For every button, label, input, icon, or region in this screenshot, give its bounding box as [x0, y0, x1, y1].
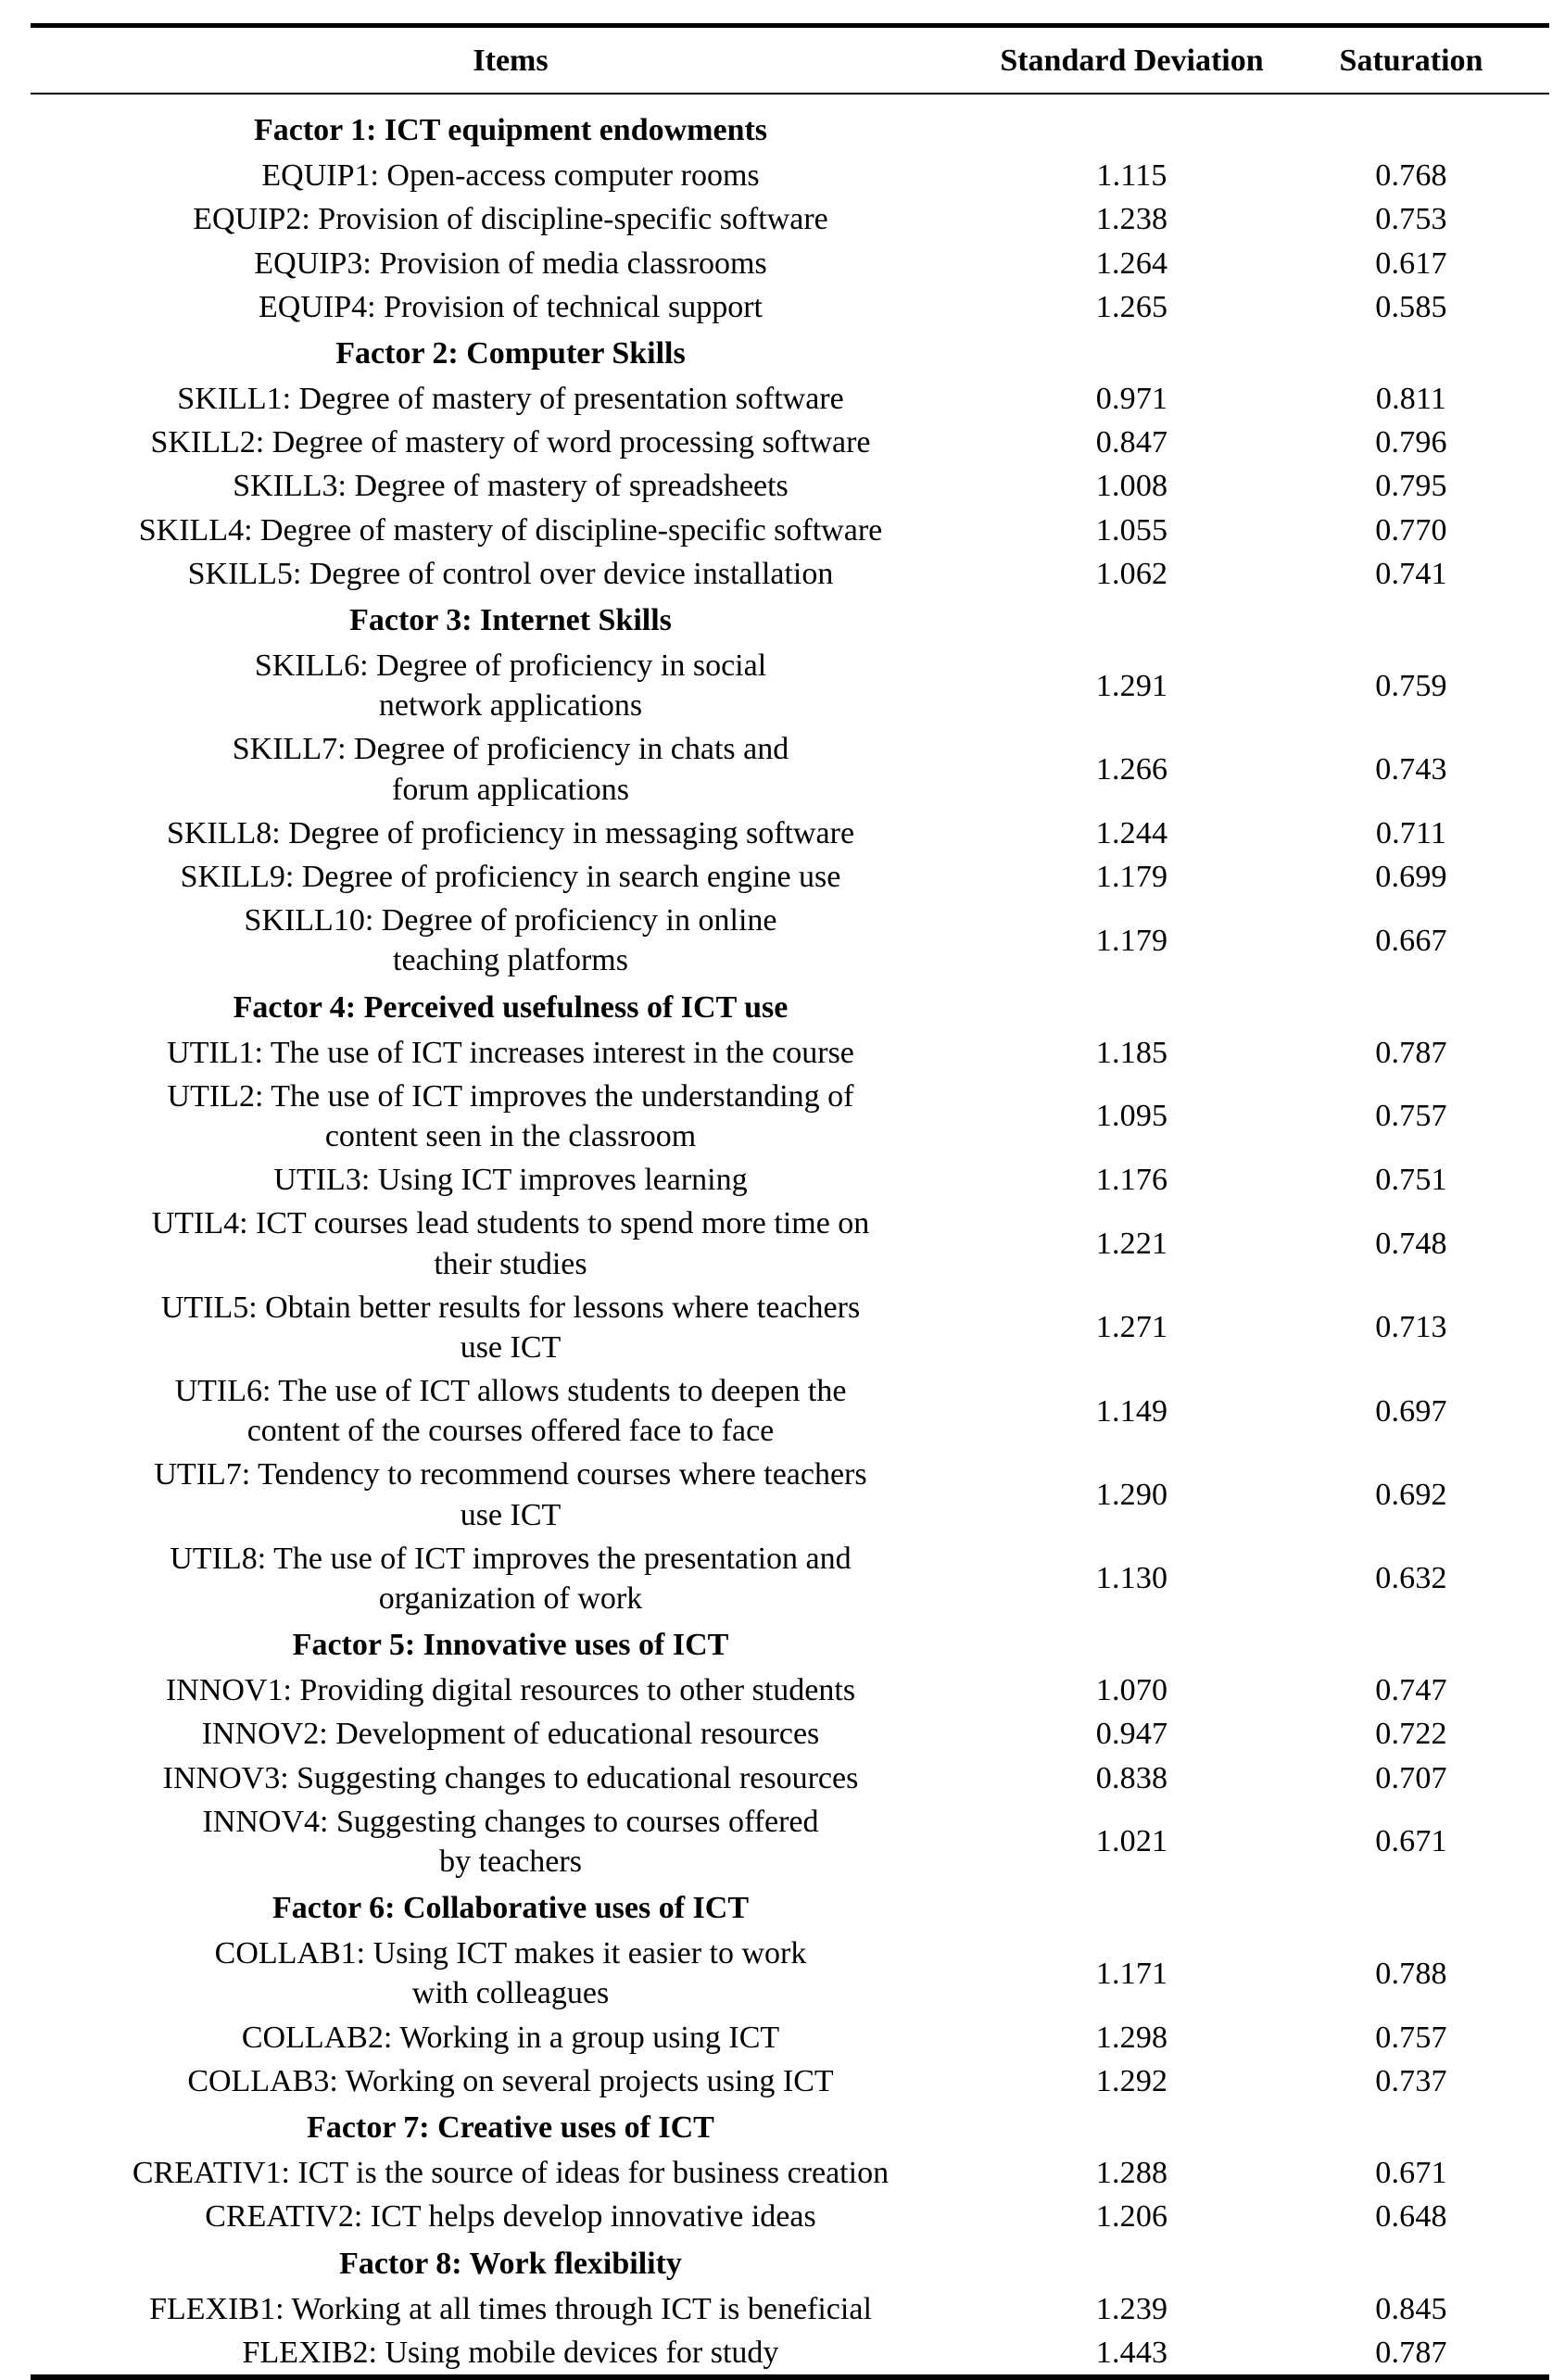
saturation-value: 0.747	[1375, 1673, 1447, 1708]
standard-deviation-value: 1.290	[1095, 1477, 1168, 1512]
item-label-line: COLLAB3: Working on several projects using ICT	[187, 2063, 834, 2098]
standard-deviation-value: 0.947	[1095, 1717, 1168, 1752]
saturation-value: 0.671	[1375, 1824, 1447, 1859]
factor-heading-saturation-blank	[1273, 2103, 1549, 2151]
saturation-value: 0.787	[1375, 1035, 1447, 1070]
saturation-value: 0.796	[1375, 425, 1447, 460]
item-label-cell	[31, 242, 991, 285]
saturation-value: 0.632	[1375, 1561, 1447, 1596]
factor-heading-saturation-blank	[1273, 1883, 1549, 1932]
standard-deviation-value: 1.179	[1095, 923, 1168, 958]
standard-deviation-value: 1.095	[1095, 1099, 1168, 1134]
factor-heading-row	[31, 596, 1549, 644]
factor-heading-sd-blank	[991, 596, 1273, 644]
factor-heading-label: Factor 1: ICT equipment endowments	[253, 113, 768, 148]
factor-heading-row	[31, 2239, 1549, 2287]
table-row	[31, 552, 1549, 596]
item-label-line: UTIL3: Using ICT improves learning	[273, 1163, 748, 1198]
saturation-value: 0.737	[1375, 2063, 1447, 2098]
item-label-line: FLEXIB2: Using mobile devices for study	[242, 2335, 779, 2370]
item-label-line: network applications	[378, 688, 643, 724]
standard-deviation-value: 1.238	[1095, 202, 1168, 237]
item-label-line: UTIL7: Tendency to recommend courses where teachers	[154, 1457, 867, 1492]
table-row	[31, 2287, 1549, 2331]
saturation-value: 0.711	[1375, 815, 1447, 850]
table-row	[31, 812, 1549, 855]
standard-deviation-value: 0.838	[1095, 1760, 1168, 1795]
table-row	[31, 1712, 1549, 1756]
factor-heading-saturation-blank	[1273, 329, 1549, 377]
factor-heading-saturation-blank	[1273, 1620, 1549, 1669]
factor-heading-row	[31, 2103, 1549, 2151]
table-row	[31, 2151, 1549, 2195]
standard-deviation-value: 1.171	[1095, 1956, 1168, 1991]
standard-deviation-value: 1.070	[1095, 1673, 1168, 1708]
standard-deviation-value: 1.292	[1095, 2063, 1168, 2098]
standard-deviation-value: 1.244	[1095, 815, 1168, 850]
item-label-cell	[31, 1800, 991, 1883]
factor-heading-label: Factor 3: Internet Skills	[349, 602, 672, 637]
table-body	[31, 106, 1549, 2374]
item-label-line: content seen in the classroom	[324, 1119, 697, 1154]
item-label-line: forum applications	[392, 772, 629, 807]
item-label-line: SKILL9: Degree of proficiency in search engine use	[180, 860, 841, 894]
saturation-value: 0.707	[1375, 1760, 1447, 1795]
factor-heading-sd-blank	[991, 106, 1273, 154]
item-label-line: SKILL4: Degree of mastery of discipline-specific software	[138, 512, 883, 548]
table-row	[31, 285, 1549, 329]
table-row	[31, 421, 1549, 464]
factor-heading-sd-blank	[991, 2239, 1273, 2287]
item-label-cell	[31, 1075, 991, 1158]
item-label-cell	[31, 2059, 991, 2103]
item-label-line: INNOV4: Suggesting changes to courses offered	[202, 1804, 819, 1839]
item-label-line: with colleagues	[411, 1976, 610, 2011]
factor-heading-sd-blank	[991, 983, 1273, 1031]
item-label-line: FLEXIB1: Working at all times through ICT is beneficial	[149, 2291, 872, 2326]
saturation-value: 0.585	[1375, 289, 1447, 324]
table-row	[31, 855, 1549, 899]
standard-deviation-value: 1.266	[1095, 752, 1168, 787]
table-row	[31, 197, 1549, 241]
table-row	[31, 1286, 1549, 1369]
item-label-line: COLLAB1: Using ICT makes it easier to work	[214, 1936, 807, 1971]
item-label-cell	[31, 1669, 991, 1712]
item-label-cell	[31, 421, 991, 464]
table-row	[31, 1757, 1549, 1800]
item-label-cell	[31, 1757, 991, 1800]
item-label-line: use ICT	[460, 1329, 562, 1365]
standard-deviation-value: 1.221	[1095, 1226, 1168, 1261]
table-header	[31, 28, 1549, 93]
table-row	[31, 1669, 1549, 1712]
standard-deviation-value: 1.185	[1095, 1035, 1168, 1070]
header-spacer	[31, 94, 1549, 106]
item-label-line: UTIL1: The use of ICT increases interest in the course	[167, 1035, 854, 1070]
table-row	[31, 2059, 1549, 2103]
standard-deviation-value: 1.021	[1095, 1824, 1168, 1859]
saturation-value: 0.757	[1375, 2020, 1447, 2055]
item-label-cell	[31, 899, 991, 982]
saturation-value: 0.617	[1375, 246, 1447, 281]
factor-heading-row	[31, 106, 1549, 154]
factor-heading-row	[31, 983, 1549, 1031]
item-label-line: EQUIP2: Provision of discipline-specific software	[193, 202, 828, 237]
saturation-value: 0.759	[1375, 668, 1447, 703]
factor-heading-sd-blank	[991, 2103, 1273, 2151]
saturation-value: 0.699	[1375, 860, 1447, 894]
table-row	[31, 2331, 1549, 2374]
item-label-line: SKILL7: Degree of proficiency in chats and	[232, 732, 789, 767]
saturation-value: 0.667	[1375, 923, 1447, 958]
factor-heading-sd-blank	[991, 1620, 1273, 1669]
table-row	[31, 2195, 1549, 2238]
item-label-line: SKILL2: Degree of mastery of word processing software	[150, 425, 871, 460]
item-label-line: UTIL4: ICT courses lead students to spend more time on	[151, 1206, 870, 1241]
table-row	[31, 1031, 1549, 1075]
standard-deviation-value: 1.271	[1095, 1310, 1168, 1345]
item-label-line: SKILL8: Degree of proficiency in messaging software	[166, 815, 855, 850]
saturation-value: 0.757	[1375, 1099, 1447, 1134]
item-label-cell	[31, 855, 991, 899]
table-row	[31, 1158, 1549, 1202]
item-label-line: EQUIP3: Provision of media classrooms	[254, 246, 767, 281]
saturation-value: 0.768	[1375, 158, 1447, 194]
factor-heading-label: Factor 2: Computer Skills	[335, 335, 686, 371]
item-label-cell	[31, 1453, 991, 1536]
item-label-cell	[31, 1202, 991, 1285]
saturation-value: 0.751	[1375, 1163, 1447, 1198]
item-label-line: teaching platforms	[393, 943, 628, 978]
factor-heading-saturation-blank	[1273, 596, 1549, 644]
item-label-line: EQUIP1: Open-access computer rooms	[261, 158, 760, 194]
factor-heading-saturation-blank	[1273, 983, 1549, 1031]
saturation-value: 0.743	[1375, 752, 1447, 787]
saturation-value: 0.713	[1375, 1310, 1447, 1345]
item-label-cell	[31, 1158, 991, 1202]
item-label-line: SKILL1: Degree of mastery of presentation software	[177, 382, 844, 417]
item-label-line: INNOV3: Suggesting changes to educational resources	[162, 1760, 859, 1795]
item-label-line: by teachers	[439, 1844, 582, 1879]
standard-deviation-value: 1.179	[1095, 860, 1168, 894]
standard-deviation-value: 1.291	[1095, 668, 1168, 703]
item-label-line: SKILL6: Degree of proficiency in social	[254, 649, 767, 684]
factor-heading-row	[31, 329, 1549, 377]
item-label-line: COLLAB2: Working in a group using ICT	[241, 2020, 780, 2055]
item-label-line: INNOV2: Development of educational resources	[201, 1717, 820, 1752]
factor-heading-label: Factor 8: Work flexibility	[339, 2246, 682, 2281]
table-row	[31, 2016, 1549, 2059]
item-label-cell	[31, 377, 991, 421]
item-label-cell	[31, 1031, 991, 1075]
item-label-line: SKILL5: Degree of control over device installation	[187, 556, 834, 591]
factor-heading-row	[31, 1620, 1549, 1669]
item-label-cell	[31, 644, 991, 727]
saturation-value: 0.845	[1375, 2291, 1447, 2326]
table-row	[31, 1369, 1549, 1453]
item-label-cell	[31, 1286, 991, 1369]
item-label-cell	[31, 2331, 991, 2374]
table-row	[31, 1932, 1549, 2015]
table-row	[31, 1453, 1549, 1536]
item-label-line: content of the courses offered face to face	[246, 1414, 775, 1449]
saturation-value: 0.753	[1375, 202, 1447, 237]
item-label-line: SKILL3: Degree of mastery of spreadsheets	[233, 469, 789, 504]
column-header-saturation: Saturation	[1339, 44, 1483, 78]
standard-deviation-value: 1.062	[1095, 556, 1168, 591]
item-label-cell	[31, 197, 991, 241]
table-row	[31, 154, 1549, 197]
item-label-cell	[31, 285, 991, 329]
item-label-line: EQUIP4: Provision of technical support	[259, 289, 763, 324]
saturation-value: 0.795	[1375, 469, 1447, 504]
saturation-value: 0.741	[1375, 556, 1447, 591]
item-label-cell	[31, 1369, 991, 1453]
item-label-cell	[31, 1932, 991, 2015]
factor-heading-row	[31, 1883, 1549, 1932]
item-label-line: INNOV1: Providing digital resources to other students	[165, 1673, 856, 1708]
standard-deviation-value: 1.206	[1095, 2199, 1168, 2235]
item-label-line: UTIL8: The use of ICT improves the presentation and	[170, 1541, 852, 1576]
table-row	[31, 899, 1549, 982]
table-row	[31, 464, 1549, 508]
item-label-cell	[31, 812, 991, 855]
item-label-line: UTIL6: The use of ICT allows students to deepen the	[174, 1374, 847, 1409]
item-label-line: CREATIV1: ICT is the source of ideas for business creation	[132, 2156, 890, 2191]
standard-deviation-value: 1.265	[1095, 289, 1168, 324]
item-label-line: their studies	[434, 1246, 587, 1281]
item-label-line: UTIL2: The use of ICT improves the understanding of	[167, 1078, 854, 1114]
factor-analysis-table	[31, 23, 1549, 2380]
standard-deviation-value: 1.443	[1095, 2335, 1168, 2370]
table-row	[31, 242, 1549, 285]
factor-heading-saturation-blank	[1273, 2239, 1549, 2287]
item-label-cell	[31, 552, 991, 596]
table-row	[31, 644, 1549, 727]
table-row	[31, 1537, 1549, 1620]
item-label-line: organization of work	[378, 1580, 643, 1616]
item-label-cell	[31, 2151, 991, 2195]
standard-deviation-value: 0.971	[1095, 382, 1168, 417]
saturation-value: 0.648	[1375, 2199, 1447, 2235]
table-bottom-rule	[31, 2374, 1549, 2380]
factor-heading-label: Factor 7: Creative uses of ICT	[307, 2109, 714, 2145]
factor-heading-label: Factor 4: Perceived usefulness of ICT use	[233, 989, 789, 1025]
saturation-value: 0.671	[1375, 2156, 1447, 2191]
saturation-value: 0.697	[1375, 1393, 1447, 1429]
results-table	[31, 28, 1549, 93]
saturation-value: 0.787	[1375, 2335, 1447, 2370]
header-row	[31, 28, 1549, 93]
standard-deviation-value: 1.130	[1095, 1561, 1168, 1596]
results-table-body	[31, 106, 1549, 2374]
standard-deviation-value: 1.298	[1095, 2020, 1168, 2055]
standard-deviation-value: 1.149	[1095, 1393, 1168, 1429]
item-label-cell	[31, 727, 991, 811]
item-label-cell	[31, 509, 991, 552]
column-header-standard-deviation: Standard Deviation	[1000, 44, 1264, 78]
standard-deviation-value: 0.847	[1095, 425, 1168, 460]
standard-deviation-value: 1.264	[1095, 246, 1168, 281]
saturation-value: 0.788	[1375, 1956, 1447, 1991]
standard-deviation-value: 1.055	[1095, 512, 1168, 548]
item-label-cell	[31, 1712, 991, 1756]
item-label-line: use ICT	[460, 1497, 562, 1532]
item-label-cell	[31, 1537, 991, 1620]
saturation-value: 0.748	[1375, 1226, 1447, 1261]
factor-heading-sd-blank	[991, 1883, 1273, 1932]
item-label-cell	[31, 2016, 991, 2059]
table-row	[31, 1075, 1549, 1158]
factor-heading-sd-blank	[991, 329, 1273, 377]
saturation-value: 0.770	[1375, 512, 1447, 548]
standard-deviation-value: 1.176	[1095, 1163, 1168, 1198]
standard-deviation-value: 1.239	[1095, 2291, 1168, 2326]
item-label-cell	[31, 464, 991, 508]
saturation-value: 0.722	[1375, 1717, 1447, 1752]
table-row	[31, 509, 1549, 552]
factor-heading-label: Factor 6: Collaborative uses of ICT	[271, 1891, 750, 1926]
item-label-line: UTIL5: Obtain better results for lessons where teachers	[160, 1290, 861, 1325]
standard-deviation-value: 1.115	[1096, 158, 1167, 194]
column-header-items: Items	[473, 44, 549, 78]
item-label-line: SKILL10: Degree of proficiency in online	[244, 903, 777, 938]
saturation-value: 0.811	[1375, 382, 1447, 417]
table-row	[31, 727, 1549, 811]
standard-deviation-value: 1.008	[1095, 469, 1168, 504]
item-label-cell	[31, 2287, 991, 2331]
table-row	[31, 1202, 1549, 1285]
item-label-cell	[31, 154, 991, 197]
table-row	[31, 1800, 1549, 1883]
factor-heading-saturation-blank	[1273, 106, 1549, 154]
standard-deviation-value: 1.288	[1095, 2156, 1168, 2191]
factor-heading-label: Factor 5: Innovative uses of ICT	[292, 1628, 729, 1663]
item-label-line: CREATIV2: ICT helps develop innovative ideas	[205, 2199, 816, 2235]
saturation-value: 0.692	[1375, 1477, 1447, 1512]
item-label-cell	[31, 2195, 991, 2238]
table-row	[31, 377, 1549, 421]
